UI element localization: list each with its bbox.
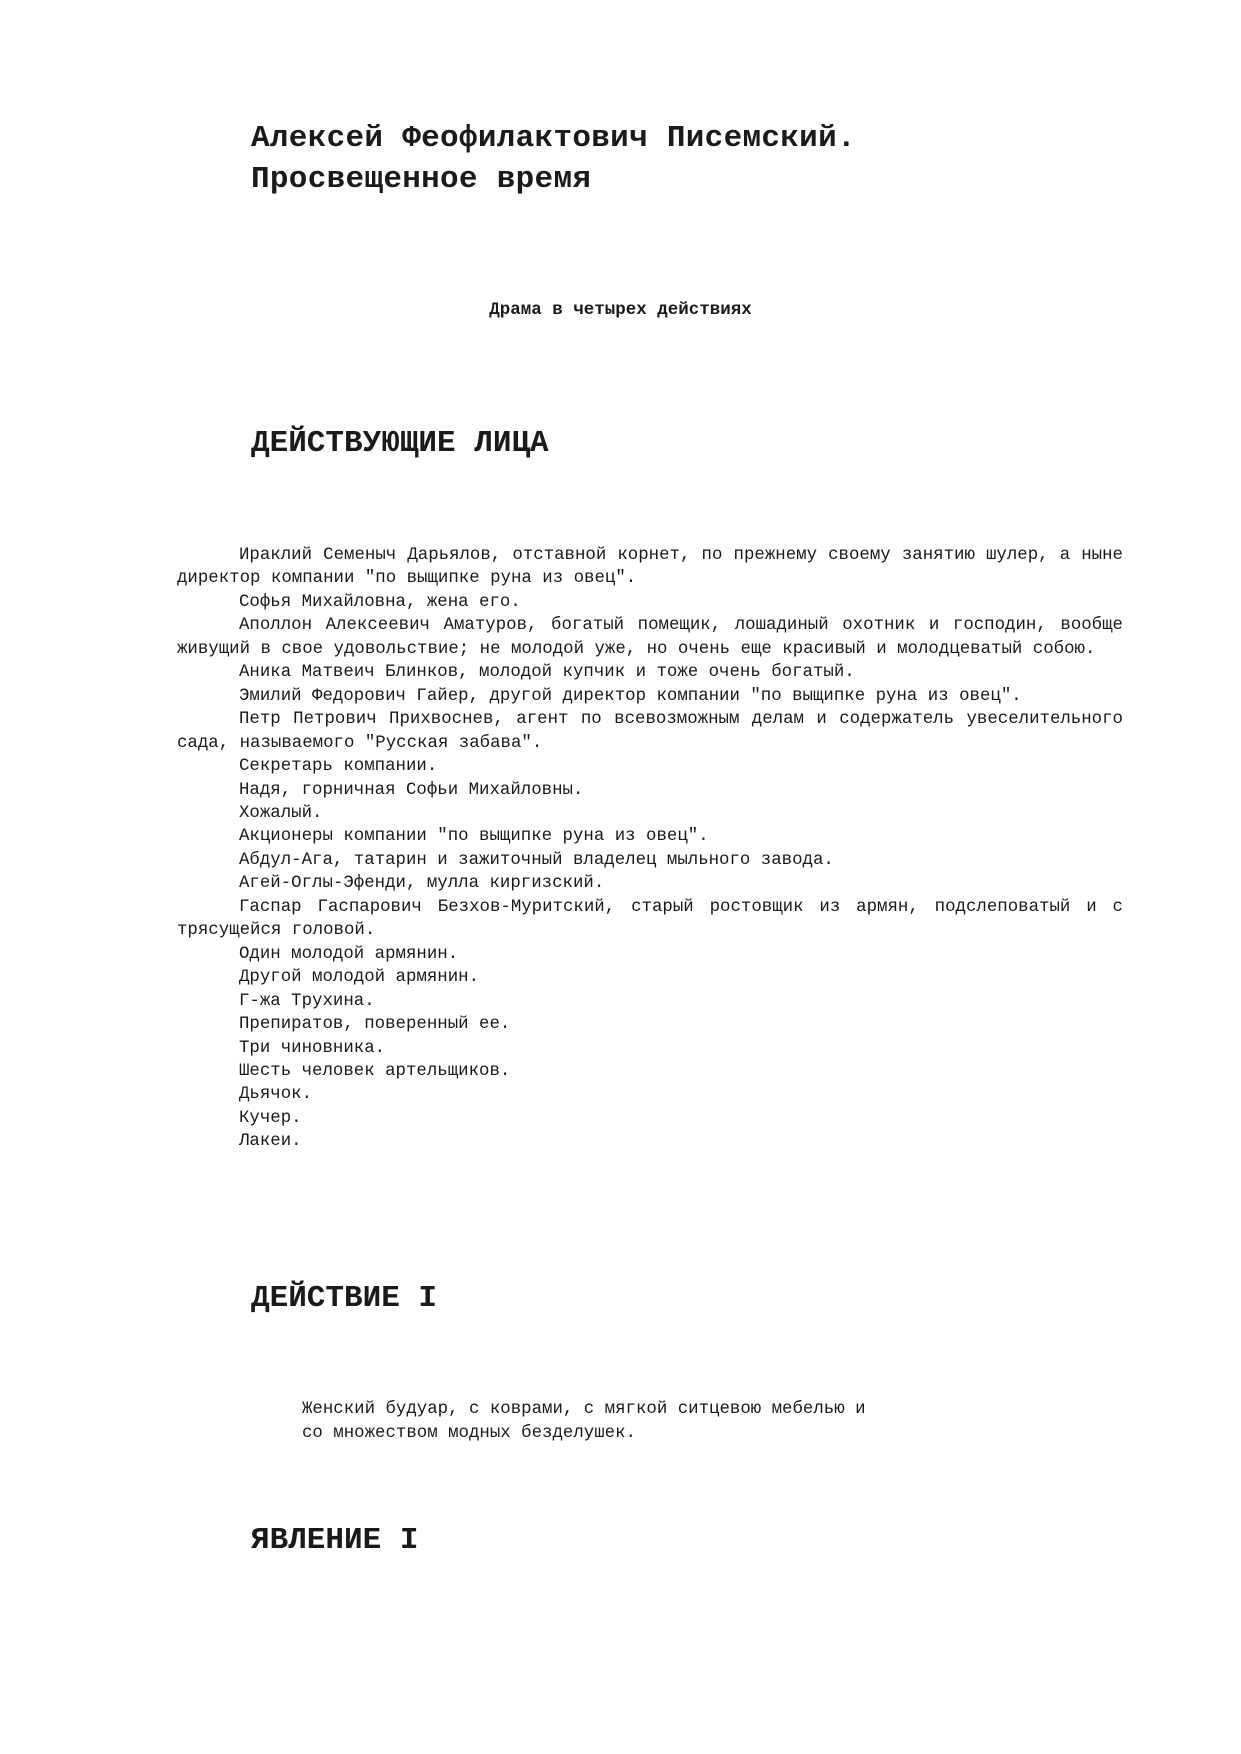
cast-entry: Петр Петрович Прихвоснев, агент по всевозможным делам и содержатель увеселительного сада, называемого "Русская забава". [177,710,1123,753]
cast-entry: Кучер. [239,1108,302,1128]
cast-entry: Препиратов, поверенный ее. [239,1015,511,1035]
cast-entry: Эмилий Федорович Гайер, другой директор компании "по выщипке руна из овец". [239,686,1022,706]
act-heading: ДЕЙСТВИЕ I [251,1281,438,1316]
cast-entry: Акционеры компании "по выщипке руна из овец". [239,827,709,847]
cast-entry: Лакеи. [239,1132,302,1152]
cast-entry: Один молодой армянин. [239,944,459,964]
cast-entry: Три чиновника. [239,1038,386,1058]
cast-entry: Агей-Оглы-Эфенди, мулла киргизский. [239,874,605,894]
stage-direction-line: со множеством модных безделушек. [302,1423,636,1443]
cast-entry: Софья Михайловна, жена его. [239,592,521,612]
cast-entry: Шесть человек артельщиков. [239,1061,511,1081]
cast-list [177,544,1123,1154]
cast-entry: Хожалый. [239,803,323,823]
cast-entry: Дьячок. [239,1085,313,1105]
stage-direction [302,1398,866,1445]
cast-entry: Абдул-Ага, татарин и зажиточный владелец мыльного завода. [239,850,834,870]
title-author-line: Алексей Феофилактович Писемский. [251,121,856,156]
stage-direction-line: Женский будуар, с коврами, с мягкой ситцевою мебелью и [302,1400,866,1419]
cast-entry: Секретарь компании. [239,757,438,777]
document-subtitle: Драма в четырех действиях [489,300,752,320]
cast-entry: Ираклий Семеныч Дарьялов, отставной корнет, по прежнему своему занятию шулер, а ныне директор компании "по выщипке руна из овец". [177,546,1123,589]
cast-entry: Аника Матвеич Блинков, молодой купчик и тоже очень богатый. [239,663,855,683]
cast-entry: Г-жа Трухина. [239,991,375,1011]
title-work-line: Просвещенное время [251,162,592,197]
cast-heading: ДЕЙСТВУЮЩИЕ ЛИЦА [251,426,549,461]
cast-entry: Надя, горничная Софьи Михайловны. [239,780,584,800]
scene-heading: ЯВЛЕНИЕ I [251,1523,419,1558]
document-title [251,118,856,200]
cast-entry: Аполлон Алексеевич Аматуров, богатый помещик, лошадиный охотник и господин, вообще живущий в свое удовольствие; не молодой уже, но очень еще красивый и молодцеватый собою. [177,616,1123,659]
cast-entry: Гаспар Гаспарович Безхов-Муритский, старый ростовщик из армян, подслеповатый и с трясущейся головой. [177,897,1123,941]
cast-entry: Другой молодой армянин. [239,968,480,988]
